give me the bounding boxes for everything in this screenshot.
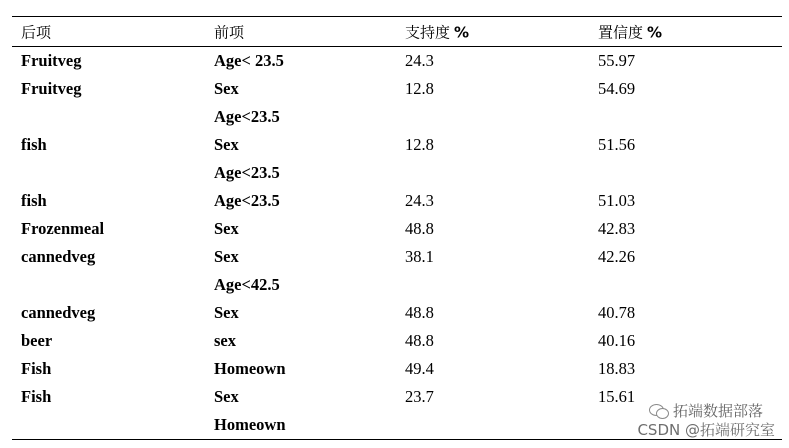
cell-confidence: 15.61 <box>598 387 636 406</box>
table-row <box>12 187 782 215</box>
table-row <box>12 355 782 383</box>
cell-consequent: cannedveg <box>21 247 96 266</box>
cell-antecedent: Sex <box>214 303 239 322</box>
cell-consequent: Fruitveg <box>21 79 82 98</box>
header-antecedent: 前项 <box>214 23 245 41</box>
table-row <box>12 131 782 159</box>
wechat-icon <box>649 403 669 419</box>
table-row <box>12 271 782 299</box>
cell-support: 23.7 <box>405 387 434 406</box>
cell-support: 24.3 <box>405 191 434 210</box>
cell-consequent: beer <box>21 331 53 350</box>
header-support-label: 支持度 <box>405 23 451 41</box>
cell-support: 48.8 <box>405 219 434 238</box>
cell-antecedent: Age<23.5 <box>214 191 280 210</box>
cell-confidence: 40.16 <box>598 331 636 350</box>
credit-watermark: CSDN @拓端研究室 <box>637 421 775 439</box>
cell-antecedent: Sex <box>214 135 239 154</box>
table-row <box>12 47 782 75</box>
header-confidence-label: 置信度 <box>598 23 644 41</box>
header-support <box>405 21 469 42</box>
cell-support: 12.8 <box>405 79 434 98</box>
cell-confidence: 55.97 <box>598 51 636 70</box>
header-confidence <box>598 21 662 42</box>
cell-antecedent: Sex <box>214 79 239 98</box>
cell-support: 12.8 <box>405 135 434 154</box>
table-row <box>12 103 782 131</box>
cell-antecedent: Sex <box>214 387 239 406</box>
header-consequent: 后项 <box>21 23 52 41</box>
cell-antecedent: sex <box>214 331 236 350</box>
header-confidence-percent: % <box>647 23 663 41</box>
cell-antecedent: Age<23.5 <box>214 163 280 182</box>
cell-confidence: 42.83 <box>598 219 636 238</box>
cell-consequent: cannedveg <box>21 303 96 322</box>
cell-confidence: 51.03 <box>598 191 636 210</box>
cell-confidence: 40.78 <box>598 303 636 322</box>
cell-confidence: 54.69 <box>598 79 636 98</box>
cell-antecedent: Homeown <box>214 359 286 378</box>
header-support-percent: % <box>454 23 470 41</box>
cell-support: 48.8 <box>405 331 434 350</box>
cell-confidence: 51.56 <box>598 135 636 154</box>
association-rules-table <box>12 16 782 440</box>
cell-consequent: fish <box>21 191 47 210</box>
cell-support: 49.4 <box>405 359 434 378</box>
cell-support: 48.8 <box>405 303 434 322</box>
cell-antecedent: Age<23.5 <box>214 107 280 126</box>
cell-antecedent: Age<42.5 <box>214 275 280 294</box>
cell-antecedent: Homeown <box>214 415 286 434</box>
cell-antecedent: Sex <box>214 219 239 238</box>
cell-consequent: fish <box>21 135 47 154</box>
table-row <box>12 215 782 243</box>
table-row <box>12 75 782 103</box>
table-header <box>12 17 782 46</box>
cell-consequent: Fish <box>21 387 52 406</box>
table-body <box>12 47 782 439</box>
table-row <box>12 299 782 327</box>
brand-watermark-text: 拓端数据部落 <box>672 402 763 420</box>
table-row <box>12 159 782 187</box>
cell-confidence: 18.83 <box>598 359 636 378</box>
table-row <box>12 327 782 355</box>
cell-consequent: Fish <box>21 359 52 378</box>
table-row <box>12 243 782 271</box>
cell-consequent: Frozenmeal <box>21 219 105 238</box>
brand-watermark <box>649 400 763 421</box>
cell-consequent: Fruitveg <box>21 51 82 70</box>
cell-antecedent: Sex <box>214 247 239 266</box>
cell-confidence: 42.26 <box>598 247 636 266</box>
cell-antecedent: Age< 23.5 <box>214 51 284 70</box>
cell-support: 24.3 <box>405 51 434 70</box>
cell-support: 38.1 <box>405 247 434 266</box>
